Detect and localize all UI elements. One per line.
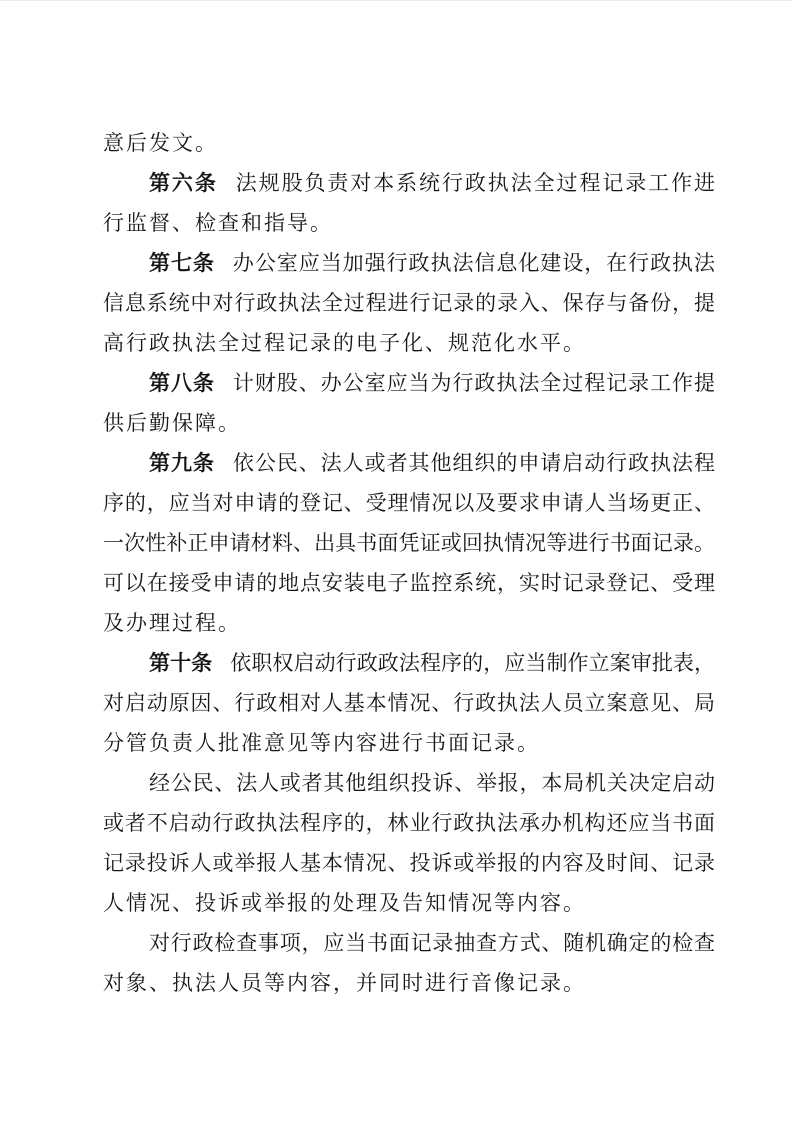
text-line — [103, 683, 715, 723]
article-number: 第九条 — [149, 452, 215, 475]
line-text: 对行政检查事项，应当书面记录抽查方式、随机确定的检查 — [149, 931, 715, 955]
text-line — [103, 803, 715, 843]
line-text: 行监督、检查和指导。 — [103, 211, 333, 235]
line-text: 序的，应当对申请的登记、受理情况以及要求申请人当场更正、 — [103, 491, 715, 515]
text-line — [103, 403, 715, 443]
line-text: 及办理过程。 — [103, 611, 241, 635]
article-number: 第八条 — [149, 372, 215, 395]
text-line — [103, 163, 715, 203]
line-text: 一次性补正申请材料、出具书面凭证或回执情况等进行书面记录。 — [103, 531, 715, 555]
text-line — [103, 643, 715, 683]
line-text: 或者不启动行政执法程序的，林业行政执法承办机构还应当书面 — [103, 811, 715, 835]
text-line — [103, 363, 715, 403]
line-text: 计财股、办公室应当为行政执法全过程记录工作提 — [232, 371, 715, 395]
text-line — [103, 483, 715, 523]
article-number: 第六条 — [149, 172, 218, 195]
line-text: 依职权启动行政政法程序的，应当制作立案审批表， — [230, 651, 716, 675]
document-body — [103, 123, 715, 1003]
text-line — [103, 763, 715, 803]
line-text: 供后勤保障。 — [103, 411, 241, 435]
text-line — [103, 723, 715, 763]
line-text: 办公室应当加强行政执法信息化建设，在行政执法 — [232, 251, 715, 275]
line-text: 人情况、投诉或举报的处理及告知情况等内容。 — [103, 891, 586, 915]
line-text: 可以在接受申请的地点安装电子监控系统，实时记录登记、受理 — [103, 571, 715, 595]
line-text: 对象、执法人员等内容，并同时进行音像记录。 — [103, 971, 586, 995]
text-line — [103, 923, 715, 963]
line-text: 分管负责人批准意见等内容进行书面记录。 — [103, 731, 540, 755]
line-text: 对启动原因、行政相对人基本情况、行政执法人员立案意见、局 — [103, 691, 715, 715]
text-line — [103, 443, 715, 483]
line-text: 记录投诉人或举报人基本情况、投诉或举报的内容及时间、记录 — [103, 851, 715, 875]
line-text: 意后发文。 — [103, 131, 218, 155]
article-number: 第七条 — [149, 252, 215, 275]
text-line — [103, 523, 715, 563]
text-line — [103, 843, 715, 883]
text-line — [103, 883, 715, 923]
article-number: 第十条 — [149, 652, 213, 675]
text-line — [103, 243, 715, 283]
text-line — [103, 963, 715, 1003]
text-line — [103, 323, 715, 363]
text-line — [103, 563, 715, 603]
line-text: 法规股负责对本系统行政执法全过程记录工作进 — [235, 171, 716, 195]
text-line — [103, 123, 715, 163]
line-text: 信息系统中对行政执法全过程进行记录的录入、保存与备份，提 — [103, 291, 715, 315]
line-text: 经公民、法人或者其他组织投诉、举报，本局机关决定启动 — [149, 771, 715, 795]
line-text: 高行政执法全过程记录的电子化、规范化水平。 — [103, 331, 586, 355]
text-line — [103, 283, 715, 323]
line-text: 依公民、法人或者其他组织的申请启动行政执法程 — [232, 451, 715, 475]
text-line — [103, 603, 715, 643]
text-line — [103, 203, 715, 243]
